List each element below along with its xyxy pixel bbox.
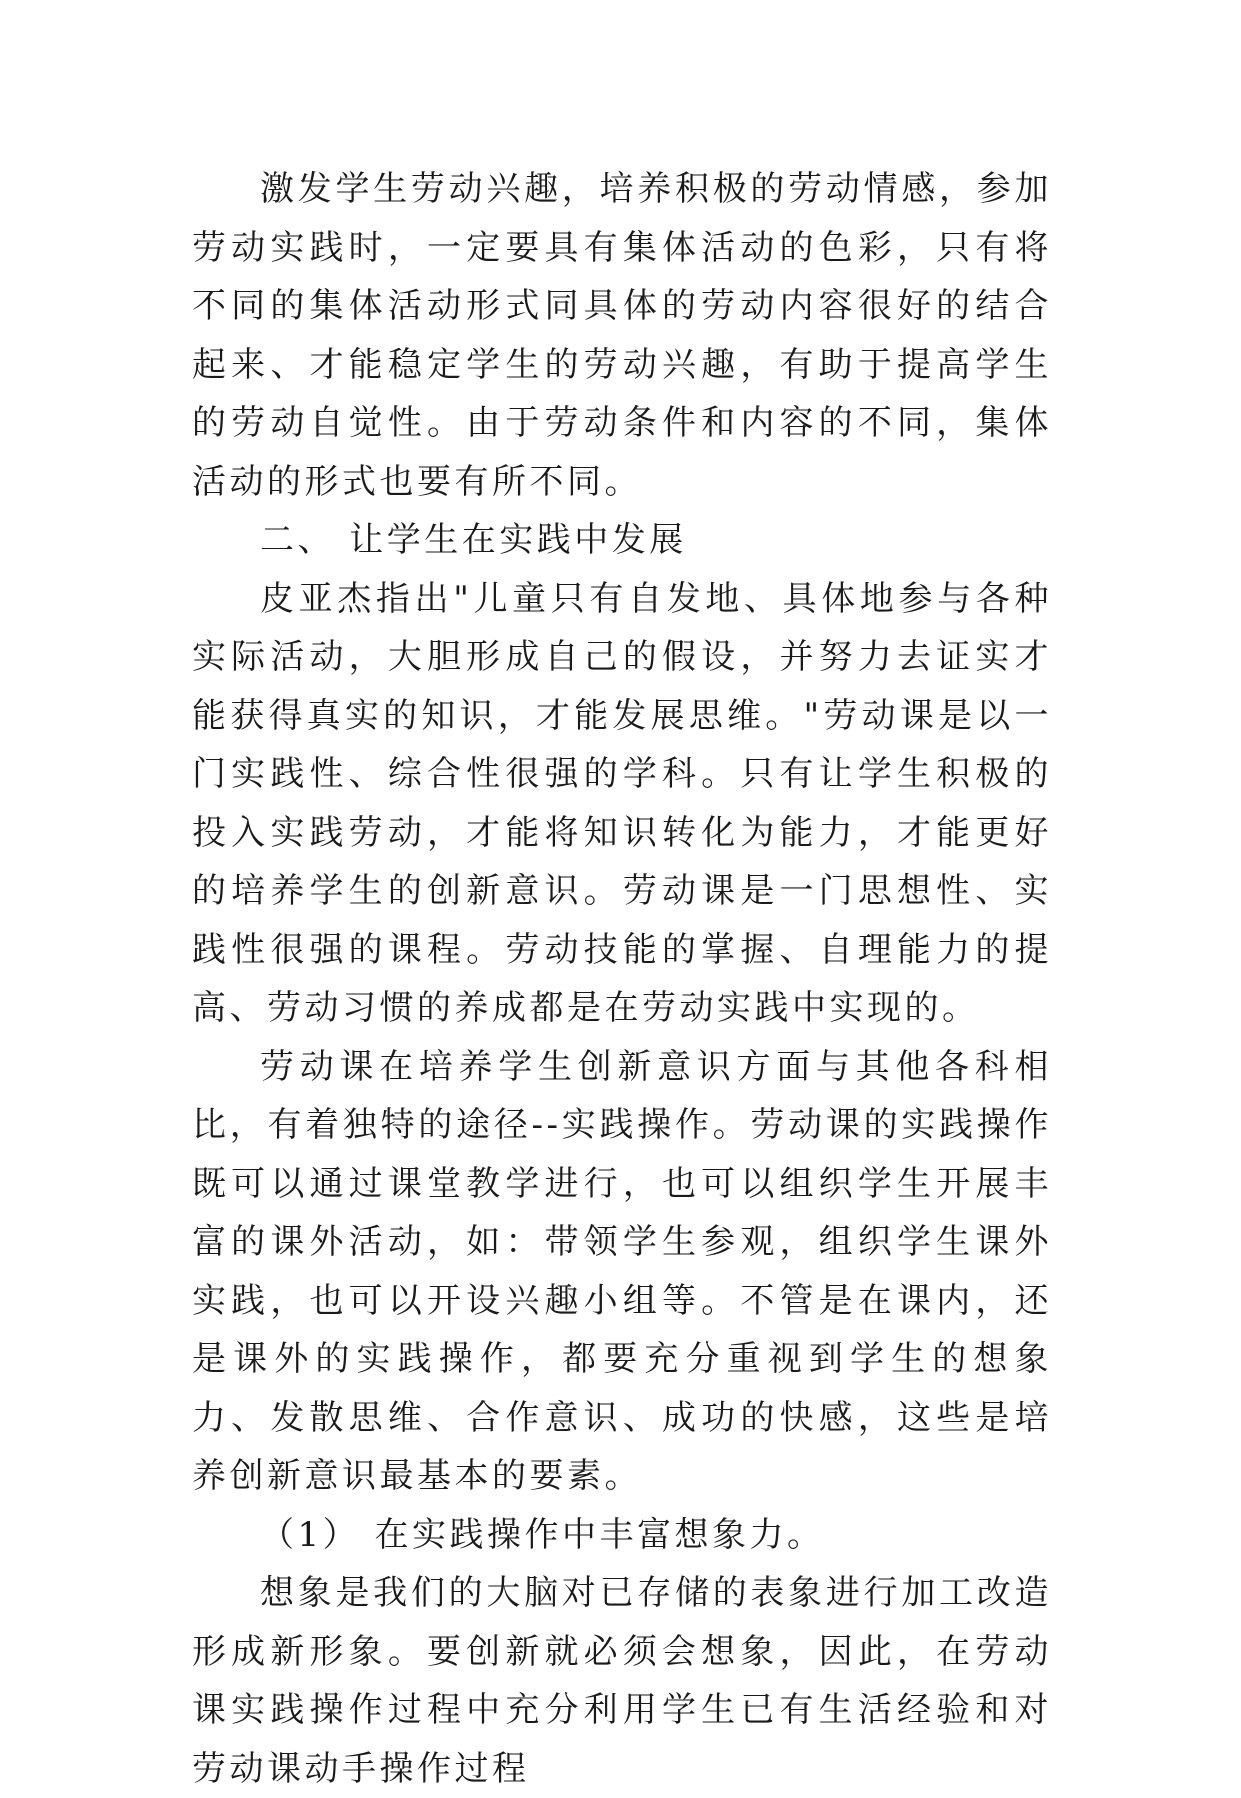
paragraph-practical-operation: 劳动课在培养学生创新意识方面与其他各科相比，有着独特的途径--实践操作。劳动课的实践操作既可以通过课堂教学进行，也可以组织学生开展丰富的课外活动，如：带领学生参观，组织学生课外实践，也可以开设兴趣小组等。不管是在课内，还是课外的实践操作，都要充分重视到学生的想象力、发散思维、合作意识、成功的快感，这些是培养创新意识最基本的要素。: [192, 1046, 1052, 1496]
section-heading-practice-development: 二、 让学生在实践中发展: [260, 520, 687, 560]
paragraph-piaget-quote: 皮亚杰指出"儿童只有自发地、具体地参与各种实际活动，大胆形成自己的假设，并努力去证实才能获得真实的知识，才能发展思维。"劳动课是以一门实践性、综合性很强的学科。只有让学生积极的投入实践劳动，才能将知识转化为能力，才能更好的培养学生的创新意识。劳动课是一门思想性、实践性很强的课程。劳动技能的掌握、自理能力的提高、劳动习惯的养成都是在劳动实践中实现的。: [192, 578, 1052, 1028]
document-body: [192, 160, 1052, 1798]
paragraph-labor-interest: 激发学生劳动兴趣，培养积极的劳动情感，参加劳动实践时，一定要具有集体活动的色彩，只有将不同的集体活动形式同具体的劳动内容很好的结合起来、才能稳定学生的劳动兴趣，有助于提高学生的劳动自觉性。由于劳动条件和内容的不同，集体活动的形式也要有所不同。: [192, 169, 1052, 502]
subsection-heading-imagination: （1） 在实践操作中丰富想象力。: [260, 1514, 825, 1555]
paragraph-imagination: 想象是我们的大脑对已存储的表象进行加工改造形成新形象。要创新就必须会想象，因此，在劳动课实践操作过程中充分利用学生已有生活经验和对劳动课动手操作过程: [192, 1573, 1052, 1789]
